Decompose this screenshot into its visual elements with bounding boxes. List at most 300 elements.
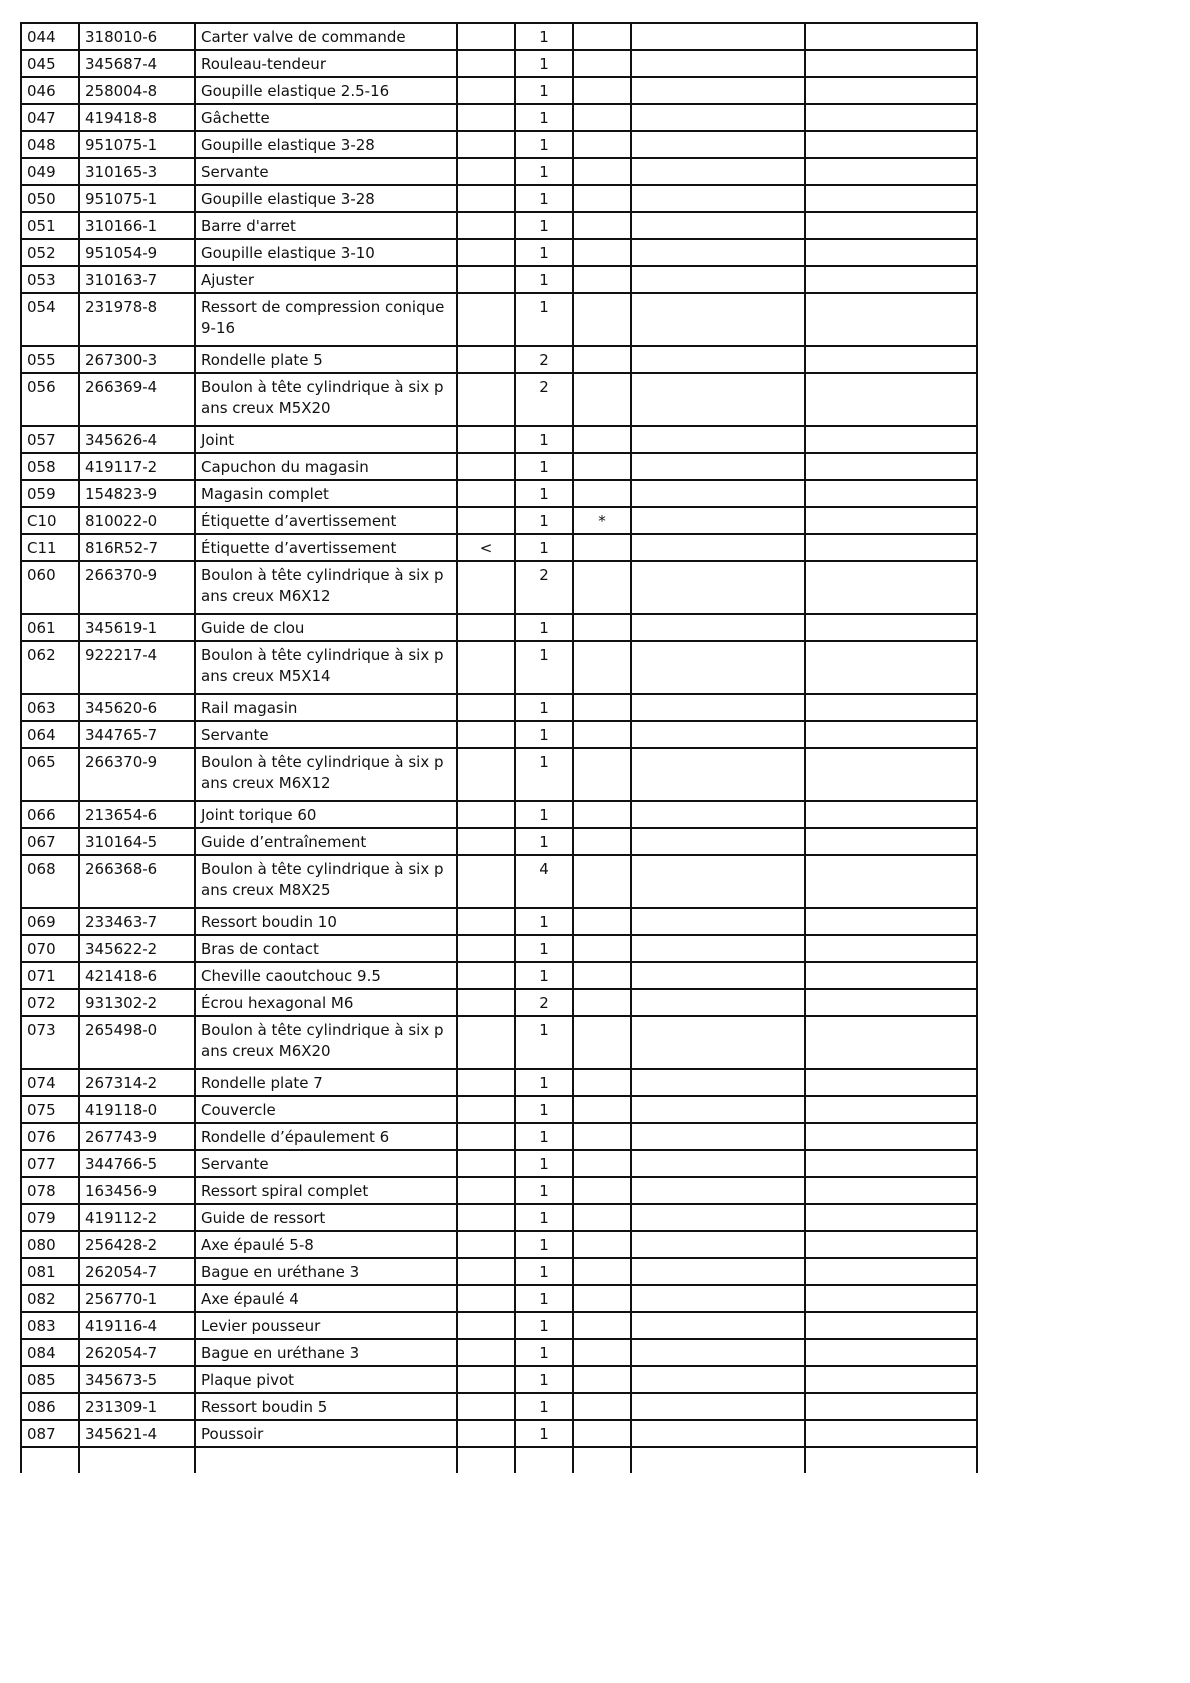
item-number: 076 bbox=[21, 1123, 79, 1150]
remarks-cell bbox=[631, 694, 805, 721]
extra-cell bbox=[805, 721, 977, 748]
part-number: 267743-9 bbox=[79, 1123, 195, 1150]
extra-cell bbox=[805, 989, 977, 1016]
parts-list-table bbox=[20, 22, 978, 1473]
remarks-cell bbox=[631, 104, 805, 131]
table-row bbox=[21, 721, 977, 748]
quantity: 1 bbox=[515, 801, 573, 828]
remarks-cell bbox=[631, 721, 805, 748]
description: Goupille elastique 2.5-16 bbox=[195, 77, 457, 104]
quantity: 1 bbox=[515, 1366, 573, 1393]
item-number: 081 bbox=[21, 1258, 79, 1285]
table-row bbox=[21, 212, 977, 239]
table-row-empty bbox=[21, 1447, 977, 1473]
table-row bbox=[21, 1016, 977, 1069]
item-number: 063 bbox=[21, 694, 79, 721]
item-number: 044 bbox=[21, 23, 79, 50]
description: Bague en uréthane 3 bbox=[195, 1258, 457, 1285]
note bbox=[573, 1123, 631, 1150]
empty-cell bbox=[79, 1447, 195, 1473]
remarks-cell bbox=[631, 23, 805, 50]
part-number: 419112-2 bbox=[79, 1204, 195, 1231]
table-row bbox=[21, 346, 977, 373]
description: Cheville caoutchouc 9.5 bbox=[195, 962, 457, 989]
description: Rondelle d’épaulement 6 bbox=[195, 1123, 457, 1150]
marker bbox=[457, 1258, 515, 1285]
part-number: 419418-8 bbox=[79, 104, 195, 131]
remarks-cell bbox=[631, 1258, 805, 1285]
quantity: 1 bbox=[515, 480, 573, 507]
note bbox=[573, 1016, 631, 1069]
item-number: 072 bbox=[21, 989, 79, 1016]
note bbox=[573, 1312, 631, 1339]
extra-cell bbox=[805, 293, 977, 346]
description: Bague en uréthane 3 bbox=[195, 1339, 457, 1366]
item-number: 079 bbox=[21, 1204, 79, 1231]
table-row bbox=[21, 908, 977, 935]
marker bbox=[457, 426, 515, 453]
table-row bbox=[21, 748, 977, 801]
extra-cell bbox=[805, 534, 977, 561]
description: Capuchon du magasin bbox=[195, 453, 457, 480]
empty-cell bbox=[195, 1447, 457, 1473]
quantity: 1 bbox=[515, 185, 573, 212]
extra-cell bbox=[805, 131, 977, 158]
extra-cell bbox=[805, 561, 977, 614]
note bbox=[573, 131, 631, 158]
description: Levier pousseur bbox=[195, 1312, 457, 1339]
note bbox=[573, 1393, 631, 1420]
table-row bbox=[21, 1123, 977, 1150]
remarks-cell bbox=[631, 239, 805, 266]
description: Axe épaulé 5-8 bbox=[195, 1231, 457, 1258]
table-row bbox=[21, 855, 977, 908]
remarks-cell bbox=[631, 50, 805, 77]
extra-cell bbox=[805, 694, 977, 721]
extra-cell bbox=[805, 1177, 977, 1204]
item-number: 050 bbox=[21, 185, 79, 212]
table-row bbox=[21, 266, 977, 293]
marker bbox=[457, 801, 515, 828]
marker bbox=[457, 962, 515, 989]
part-number: 266368-6 bbox=[79, 855, 195, 908]
table-row bbox=[21, 1258, 977, 1285]
table-row bbox=[21, 1393, 977, 1420]
note bbox=[573, 23, 631, 50]
quantity: 2 bbox=[515, 561, 573, 614]
description: Boulon à tête cylindrique à six pans creux M6X12 bbox=[195, 748, 457, 801]
part-number: 951075-1 bbox=[79, 131, 195, 158]
table-row bbox=[21, 1312, 977, 1339]
description: Magasin complet bbox=[195, 480, 457, 507]
description: Boulon à tête cylindrique à six pans creux M5X20 bbox=[195, 373, 457, 426]
part-number: 345687-4 bbox=[79, 50, 195, 77]
quantity: 2 bbox=[515, 346, 573, 373]
table-row bbox=[21, 828, 977, 855]
description: Ressort spiral complet bbox=[195, 1177, 457, 1204]
note bbox=[573, 266, 631, 293]
table-row bbox=[21, 131, 977, 158]
part-number: 310164-5 bbox=[79, 828, 195, 855]
marker bbox=[457, 185, 515, 212]
part-number: 951054-9 bbox=[79, 239, 195, 266]
empty-cell bbox=[515, 1447, 573, 1473]
quantity: 1 bbox=[515, 293, 573, 346]
remarks-cell bbox=[631, 373, 805, 426]
note bbox=[573, 989, 631, 1016]
quantity: 1 bbox=[515, 721, 573, 748]
item-number: 075 bbox=[21, 1096, 79, 1123]
remarks-cell bbox=[631, 962, 805, 989]
extra-cell bbox=[805, 1312, 977, 1339]
quantity: 1 bbox=[515, 1069, 573, 1096]
remarks-cell bbox=[631, 212, 805, 239]
part-number: 951075-1 bbox=[79, 185, 195, 212]
extra-cell bbox=[805, 614, 977, 641]
item-number: 053 bbox=[21, 266, 79, 293]
note bbox=[573, 426, 631, 453]
quantity: 1 bbox=[515, 266, 573, 293]
marker bbox=[457, 748, 515, 801]
marker bbox=[457, 1285, 515, 1312]
note bbox=[573, 1150, 631, 1177]
note bbox=[573, 1285, 631, 1312]
item-number: 056 bbox=[21, 373, 79, 426]
note bbox=[573, 828, 631, 855]
item-number: 087 bbox=[21, 1420, 79, 1447]
quantity: 1 bbox=[515, 1150, 573, 1177]
marker bbox=[457, 1312, 515, 1339]
remarks-cell bbox=[631, 989, 805, 1016]
marker bbox=[457, 908, 515, 935]
remarks-cell bbox=[631, 855, 805, 908]
extra-cell bbox=[805, 185, 977, 212]
marker bbox=[457, 158, 515, 185]
item-number: 071 bbox=[21, 962, 79, 989]
extra-cell bbox=[805, 1420, 977, 1447]
description: Plaque pivot bbox=[195, 1366, 457, 1393]
extra-cell bbox=[805, 1069, 977, 1096]
marker bbox=[457, 266, 515, 293]
note bbox=[573, 453, 631, 480]
description: Ressort de compression conique 9-16 bbox=[195, 293, 457, 346]
table-row bbox=[21, 453, 977, 480]
table-row bbox=[21, 534, 977, 561]
marker bbox=[457, 239, 515, 266]
extra-cell bbox=[805, 1204, 977, 1231]
part-number: 421418-6 bbox=[79, 962, 195, 989]
item-number: 078 bbox=[21, 1177, 79, 1204]
part-number: 345626-4 bbox=[79, 426, 195, 453]
marker bbox=[457, 989, 515, 1016]
note bbox=[573, 1204, 631, 1231]
marker bbox=[457, 1069, 515, 1096]
part-number: 231309-1 bbox=[79, 1393, 195, 1420]
empty-cell bbox=[21, 1447, 79, 1473]
table-row bbox=[21, 989, 977, 1016]
extra-cell bbox=[805, 801, 977, 828]
item-number: C11 bbox=[21, 534, 79, 561]
marker bbox=[457, 23, 515, 50]
marker bbox=[457, 1150, 515, 1177]
item-number: 061 bbox=[21, 614, 79, 641]
quantity: 1 bbox=[515, 507, 573, 534]
table-row bbox=[21, 1231, 977, 1258]
note bbox=[573, 1258, 631, 1285]
note bbox=[573, 373, 631, 426]
parts-list-body bbox=[21, 23, 977, 1473]
quantity: 1 bbox=[515, 239, 573, 266]
quantity: 1 bbox=[515, 614, 573, 641]
marker bbox=[457, 373, 515, 426]
remarks-cell bbox=[631, 748, 805, 801]
table-row bbox=[21, 801, 977, 828]
note bbox=[573, 346, 631, 373]
extra-cell bbox=[805, 908, 977, 935]
item-number: 055 bbox=[21, 346, 79, 373]
part-number: 318010-6 bbox=[79, 23, 195, 50]
description: Guide de ressort bbox=[195, 1204, 457, 1231]
table-row bbox=[21, 641, 977, 694]
extra-cell bbox=[805, 1339, 977, 1366]
note bbox=[573, 1366, 631, 1393]
marker bbox=[457, 1339, 515, 1366]
description: Boulon à tête cylindrique à six pans creux M6X20 bbox=[195, 1016, 457, 1069]
remarks-cell bbox=[631, 266, 805, 293]
part-number: 344765-7 bbox=[79, 721, 195, 748]
table-row bbox=[21, 293, 977, 346]
remarks-cell bbox=[631, 561, 805, 614]
item-number: 057 bbox=[21, 426, 79, 453]
item-number: 046 bbox=[21, 77, 79, 104]
table-row bbox=[21, 23, 977, 50]
note bbox=[573, 104, 631, 131]
part-number: 265498-0 bbox=[79, 1016, 195, 1069]
description: Ajuster bbox=[195, 266, 457, 293]
table-row bbox=[21, 50, 977, 77]
description: Goupille elastique 3-10 bbox=[195, 239, 457, 266]
marker bbox=[457, 694, 515, 721]
remarks-cell bbox=[631, 908, 805, 935]
marker bbox=[457, 77, 515, 104]
extra-cell bbox=[805, 855, 977, 908]
part-number: 816R52-7 bbox=[79, 534, 195, 561]
quantity: 1 bbox=[515, 748, 573, 801]
description: Poussoir bbox=[195, 1420, 457, 1447]
empty-cell bbox=[573, 1447, 631, 1473]
extra-cell bbox=[805, 266, 977, 293]
description: Boulon à tête cylindrique à six pans creux M8X25 bbox=[195, 855, 457, 908]
marker bbox=[457, 293, 515, 346]
part-number: 810022-0 bbox=[79, 507, 195, 534]
remarks-cell bbox=[631, 480, 805, 507]
quantity: 1 bbox=[515, 962, 573, 989]
remarks-cell bbox=[631, 534, 805, 561]
extra-cell bbox=[805, 346, 977, 373]
note bbox=[573, 748, 631, 801]
part-number: 344766-5 bbox=[79, 1150, 195, 1177]
table-row bbox=[21, 561, 977, 614]
quantity: 1 bbox=[515, 1231, 573, 1258]
table-row bbox=[21, 614, 977, 641]
quantity: 1 bbox=[515, 1420, 573, 1447]
marker bbox=[457, 480, 515, 507]
extra-cell bbox=[805, 158, 977, 185]
item-number: 062 bbox=[21, 641, 79, 694]
remarks-cell bbox=[631, 1177, 805, 1204]
remarks-cell bbox=[631, 935, 805, 962]
remarks-cell bbox=[631, 1312, 805, 1339]
part-number: 310163-7 bbox=[79, 266, 195, 293]
remarks-cell bbox=[631, 1285, 805, 1312]
extra-cell bbox=[805, 1231, 977, 1258]
note bbox=[573, 908, 631, 935]
extra-cell bbox=[805, 1366, 977, 1393]
marker bbox=[457, 507, 515, 534]
extra-cell bbox=[805, 1123, 977, 1150]
part-number: 262054-7 bbox=[79, 1258, 195, 1285]
extra-cell bbox=[805, 828, 977, 855]
table-row bbox=[21, 104, 977, 131]
marker bbox=[457, 561, 515, 614]
table-row bbox=[21, 694, 977, 721]
table-row bbox=[21, 480, 977, 507]
item-number: 052 bbox=[21, 239, 79, 266]
marker: < bbox=[457, 534, 515, 561]
quantity: 1 bbox=[515, 908, 573, 935]
remarks-cell bbox=[631, 1366, 805, 1393]
part-number: 256770-1 bbox=[79, 1285, 195, 1312]
item-number: 082 bbox=[21, 1285, 79, 1312]
item-number: 070 bbox=[21, 935, 79, 962]
item-number: 064 bbox=[21, 721, 79, 748]
note bbox=[573, 962, 631, 989]
part-number: 258004-8 bbox=[79, 77, 195, 104]
remarks-cell bbox=[631, 158, 805, 185]
part-number: 419118-0 bbox=[79, 1096, 195, 1123]
quantity: 1 bbox=[515, 935, 573, 962]
item-number: 047 bbox=[21, 104, 79, 131]
empty-cell bbox=[457, 1447, 515, 1473]
quantity: 1 bbox=[515, 426, 573, 453]
quantity: 1 bbox=[515, 77, 573, 104]
table-row bbox=[21, 1339, 977, 1366]
description: Joint bbox=[195, 426, 457, 453]
table-row bbox=[21, 962, 977, 989]
part-number: 266370-9 bbox=[79, 748, 195, 801]
remarks-cell bbox=[631, 185, 805, 212]
description: Ressort boudin 10 bbox=[195, 908, 457, 935]
quantity: 4 bbox=[515, 855, 573, 908]
item-number: 048 bbox=[21, 131, 79, 158]
description: Étiquette d’avertissement bbox=[195, 534, 457, 561]
extra-cell bbox=[805, 77, 977, 104]
item-number: C10 bbox=[21, 507, 79, 534]
quantity: 1 bbox=[515, 1096, 573, 1123]
quantity: 1 bbox=[515, 1312, 573, 1339]
item-number: 060 bbox=[21, 561, 79, 614]
note bbox=[573, 641, 631, 694]
item-number: 065 bbox=[21, 748, 79, 801]
note bbox=[573, 855, 631, 908]
note bbox=[573, 1420, 631, 1447]
table-row bbox=[21, 158, 977, 185]
description: Boulon à tête cylindrique à six pans creux M5X14 bbox=[195, 641, 457, 694]
quantity: 1 bbox=[515, 104, 573, 131]
part-number: 267300-3 bbox=[79, 346, 195, 373]
remarks-cell bbox=[631, 828, 805, 855]
marker bbox=[457, 1393, 515, 1420]
table-row bbox=[21, 239, 977, 266]
item-number: 058 bbox=[21, 453, 79, 480]
item-number: 084 bbox=[21, 1339, 79, 1366]
part-number: 231978-8 bbox=[79, 293, 195, 346]
quantity: 1 bbox=[515, 212, 573, 239]
quantity: 1 bbox=[515, 50, 573, 77]
quantity: 1 bbox=[515, 1177, 573, 1204]
description: Guide d’entraînement bbox=[195, 828, 457, 855]
remarks-cell bbox=[631, 453, 805, 480]
part-number: 310165-3 bbox=[79, 158, 195, 185]
part-number: 267314-2 bbox=[79, 1069, 195, 1096]
marker bbox=[457, 1366, 515, 1393]
description: Boulon à tête cylindrique à six pans creux M6X12 bbox=[195, 561, 457, 614]
part-number: 233463-7 bbox=[79, 908, 195, 935]
marker bbox=[457, 1096, 515, 1123]
marker bbox=[457, 1123, 515, 1150]
quantity: 1 bbox=[515, 1123, 573, 1150]
description: Bras de contact bbox=[195, 935, 457, 962]
remarks-cell bbox=[631, 426, 805, 453]
item-number: 080 bbox=[21, 1231, 79, 1258]
table-row bbox=[21, 77, 977, 104]
note bbox=[573, 614, 631, 641]
table-row bbox=[21, 1420, 977, 1447]
remarks-cell bbox=[631, 1393, 805, 1420]
note bbox=[573, 694, 631, 721]
marker bbox=[457, 212, 515, 239]
extra-cell bbox=[805, 962, 977, 989]
note bbox=[573, 561, 631, 614]
part-number: 419117-2 bbox=[79, 453, 195, 480]
quantity: 1 bbox=[515, 131, 573, 158]
extra-cell bbox=[805, 104, 977, 131]
item-number: 045 bbox=[21, 50, 79, 77]
quantity: 2 bbox=[515, 373, 573, 426]
description: Carter valve de commande bbox=[195, 23, 457, 50]
item-number: 085 bbox=[21, 1366, 79, 1393]
part-number: 213654-6 bbox=[79, 801, 195, 828]
quantity: 1 bbox=[515, 1285, 573, 1312]
extra-cell bbox=[805, 507, 977, 534]
remarks-cell bbox=[631, 801, 805, 828]
extra-cell bbox=[805, 373, 977, 426]
marker bbox=[457, 1177, 515, 1204]
note: * bbox=[573, 507, 631, 534]
part-number: 310166-1 bbox=[79, 212, 195, 239]
table-row bbox=[21, 935, 977, 962]
description: Rouleau-tendeur bbox=[195, 50, 457, 77]
table-row bbox=[21, 1366, 977, 1393]
description: Axe épaulé 4 bbox=[195, 1285, 457, 1312]
item-number: 054 bbox=[21, 293, 79, 346]
remarks-cell bbox=[631, 507, 805, 534]
remarks-cell bbox=[631, 641, 805, 694]
note bbox=[573, 158, 631, 185]
note bbox=[573, 534, 631, 561]
description: Gâchette bbox=[195, 104, 457, 131]
quantity: 1 bbox=[515, 1204, 573, 1231]
